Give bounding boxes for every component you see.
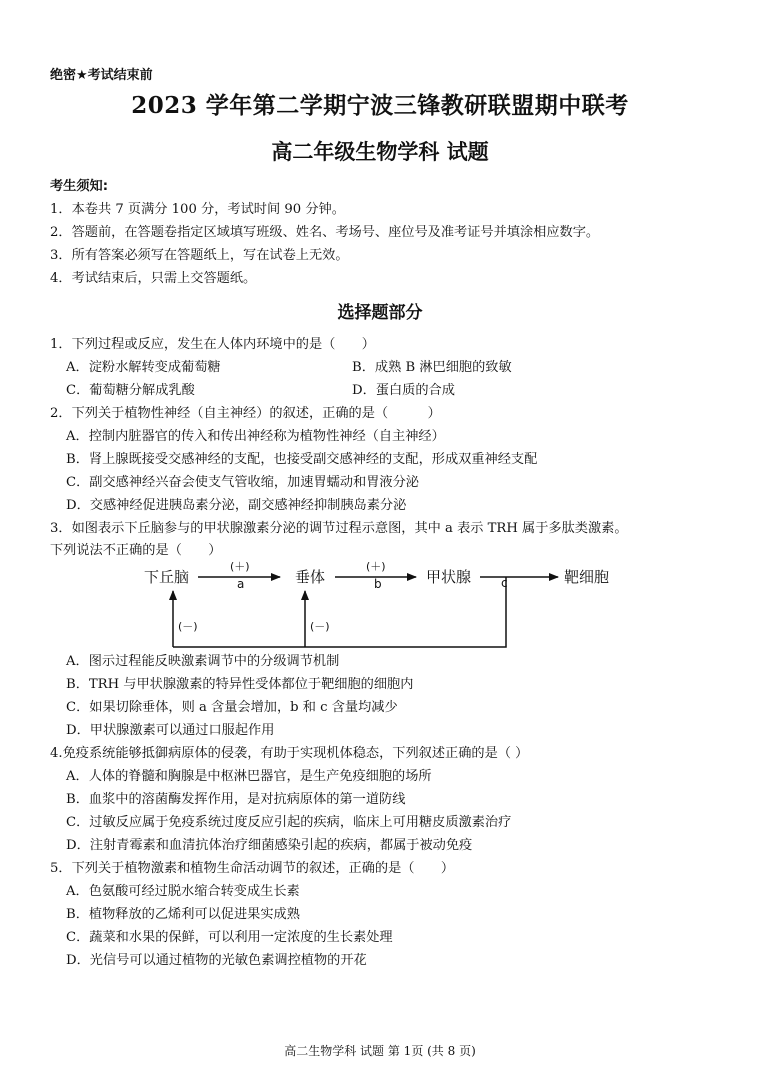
- hormone-regulation-diagram: [130, 558, 650, 654]
- option-d: D．交感神经促进胰岛素分泌，副交感神经抑制胰岛素分泌: [66, 498, 407, 513]
- question-stem: 3．如图表示下丘脑参与的甲状腺激素分泌的调节过程示意图，其中 a 表示 TRH 属于多肽类激素。: [50, 521, 628, 536]
- question-stem: 1．下列过程或反应，发生在人体内环境中的是（ ）: [50, 337, 375, 352]
- option-d: D．蛋白质的合成: [352, 383, 455, 398]
- option-a: A．图示过程能反映激素调节中的分级调节机制: [66, 654, 340, 669]
- option-b: B．TRH 与甲状腺激素的特异性受体都位于靶细胞的细胞内: [66, 677, 414, 692]
- label-plus: (＋): [366, 560, 386, 573]
- exam-title: 2023 学年第二学期宁波三锋教研联盟期中联考: [131, 92, 629, 119]
- option-b: B．成熟 B 淋巴细胞的致敏: [352, 360, 512, 375]
- node-thyroid: 甲状腺: [426, 568, 472, 586]
- option-a: A．淀粉水解转变成葡萄糖: [66, 360, 221, 375]
- notice-item: 2．答题前，在答题卷指定区域填写班级、姓名、考场号、座位号及准考证号并填涂相应数字。: [50, 225, 600, 240]
- option-b: B．血浆中的溶菌酶发挥作用，是对抗病原体的第一道防线: [66, 792, 406, 807]
- notice-item: 1．本卷共 7 页满分 100 分，考试时间 90 分钟。: [50, 202, 345, 217]
- label-b: b: [374, 577, 382, 591]
- question-stem: 2．下列关于植物性神经（自主神经）的叙述，正确的是（ ）: [50, 406, 441, 421]
- secret-label: 绝密★考试结束前: [50, 68, 153, 83]
- label-minus: (－): [178, 620, 198, 633]
- option-c: C．蔬菜和水果的保鲜，可以利用一定浓度的生长素处理: [66, 930, 393, 945]
- question-stem: 4.免疫系统能够抵御病原体的侵袭，有助于实现机体稳态，下列叙述正确的是（ ）: [50, 746, 529, 761]
- node-pituitary: 垂体: [295, 568, 326, 586]
- notice-item: 4．考试结束后，只需上交答题纸。: [50, 271, 257, 286]
- label-plus: (＋): [230, 560, 250, 573]
- option-c: C．葡萄糖分解成乳酸: [66, 383, 195, 398]
- option-d: D．光信号可以通过植物的光敏色素调控植物的开花: [66, 953, 367, 968]
- feedback-line: [173, 577, 506, 647]
- page-footer: 高二生物学科 试题 第 1页 (共 8 页): [284, 1044, 476, 1058]
- section-title: 选择题部分: [337, 303, 423, 323]
- label-c: c: [501, 576, 508, 590]
- option-a: A．人体的脊髓和胸腺是中枢淋巴器官，是生产免疫细胞的场所: [66, 769, 432, 784]
- label-minus: (－): [310, 620, 330, 633]
- option-c: C．如果切除垂体，则 a 含量会增加，b 和 c 含量均减少: [66, 700, 398, 715]
- option-d: D．甲状腺激素可以通过口服起作用: [66, 723, 275, 738]
- option-b: B．肾上腺既接受交感神经的支配，也接受副交感神经的支配，形成双重神经支配: [66, 452, 538, 467]
- notice-item: 3．所有答案必须写在答题纸上，写在试卷上无效。: [50, 248, 349, 263]
- question-stem: 5．下列关于植物激素和植物生命活动调节的叙述，正确的是（ ）: [50, 861, 455, 876]
- label-a: a: [237, 577, 245, 591]
- node-hypothalamus: 下丘脑: [144, 568, 190, 586]
- option-c: C．副交感神经兴奋会使支气管收缩，加速胃蠕动和胃液分泌: [66, 475, 419, 490]
- option-a: A．控制内脏器官的传入和传出神经称为植物性神经（自主神经）: [66, 429, 445, 444]
- node-target-cell: 靶细胞: [564, 568, 610, 586]
- option-a: A．色氨酸可经过脱水缩合转变成生长素: [66, 884, 300, 899]
- question-stem-continued: 下列说法不正确的是（ ）: [50, 543, 222, 558]
- option-d: D．注射青霉素和血清抗体治疗细菌感染引起的疾病，都属于被动免疫: [66, 838, 473, 853]
- notice-heading: 考生须知:: [50, 179, 109, 194]
- option-c: C．过敏反应属于免疫系统过度反应引起的疾病，临床上可用糖皮质激素治疗: [66, 815, 512, 830]
- option-b: B．植物释放的乙烯利可以促进果实成熟: [66, 907, 300, 922]
- exam-subtitle: 高二年级生物学科 试题: [271, 139, 489, 164]
